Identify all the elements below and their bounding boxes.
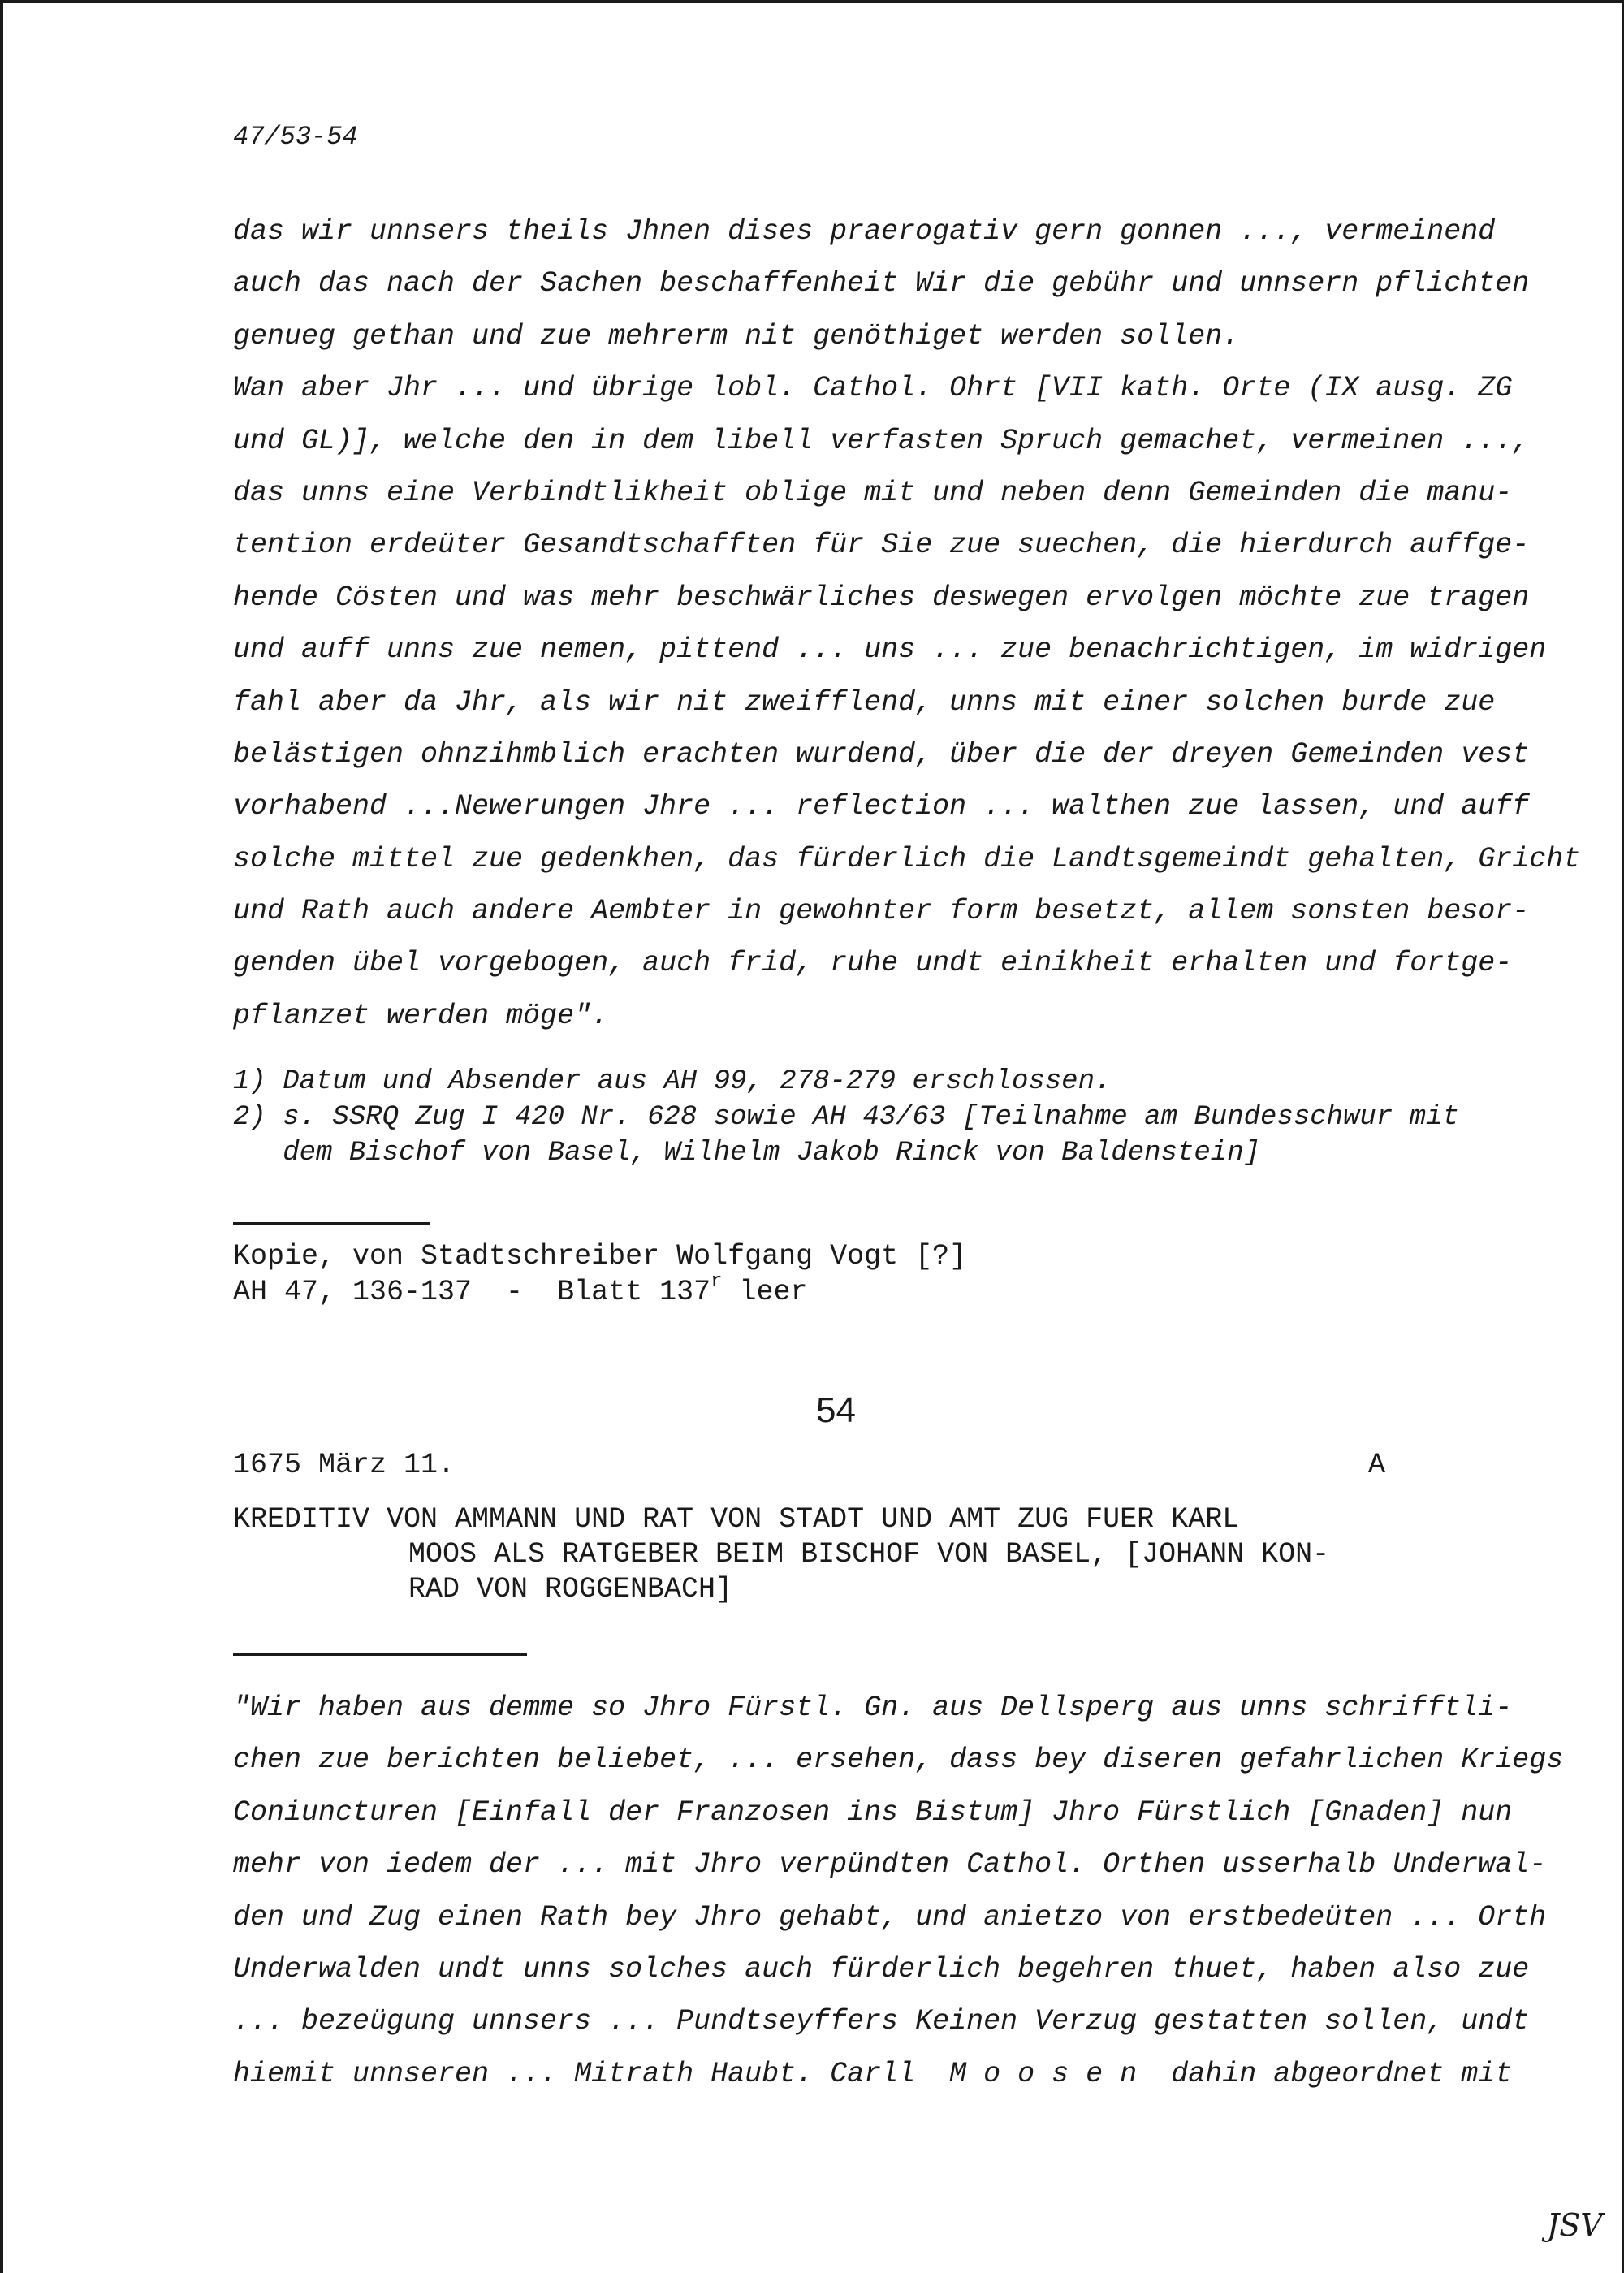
- text-line: ... bezeügung unnsers ... Pundtseyffers Keinen Verzug gestatten sollen, undt: [233, 2005, 1530, 2038]
- text-line: belästigen ohnzihmblich erachten wurdend, über die der dreyen Gemeinden vest: [233, 737, 1530, 771]
- document-heading: [233, 1502, 1329, 1607]
- recto-superscript: r: [710, 1271, 723, 1293]
- text-line: Underwalden undt unns solches auch fürderlich begehren thuet, haben also zue: [233, 1952, 1530, 1986]
- page-reference: 47/53-54: [233, 122, 358, 152]
- text-line: tention erdeüter Gesandtschafften für Sie zue suechen, die hierdurch auffge-: [233, 529, 1530, 562]
- section-divider: [233, 1222, 430, 1225]
- heading-divider: [233, 1653, 527, 1656]
- footnotes: [233, 1064, 1459, 1171]
- document-text: [233, 1682, 1563, 2100]
- source-ref: AH 47, 136-137 - Blatt 137: [233, 1276, 711, 1308]
- text-line: genden übel vorgebogen, auch frid, ruhe undt einikheit erhalten und fortge-: [233, 947, 1513, 980]
- text-line: das unns eine Verbindtlikheit oblige mit und neben denn Gemeinden die manu-: [233, 476, 1513, 509]
- heading-line: MOOS ALS RATGEBER BEIM BISCHOF VON BASEL, [JOHANN KON-: [408, 1538, 1330, 1571]
- source-line-1: Kopie, von Stadtschreiber Wolfgang Vogt [?]: [233, 1240, 967, 1273]
- text-line: hiemit unnseren ... Mitrath Haubt. Carll M o o s e n dahin abgeordnet mit: [233, 2057, 1513, 2090]
- text-line: vorhabend ...Newerungen Jhre ... reflection ... walthen zue lassen, und auff: [233, 790, 1530, 823]
- text-line: genueg gethan und zue mehrerm nit genöthiget werden sollen.: [233, 319, 1240, 352]
- text-line: pflanzet werden möge".: [233, 999, 609, 1032]
- source-note: [233, 1238, 966, 1310]
- document-letter: A: [1368, 1449, 1386, 1481]
- text-line: auch das nach der Sachen beschaffenheit Wir die gebühr und unnsern pflichten: [233, 267, 1530, 300]
- footnote-2: 2) s. SSRQ Zug I 420 Nr. 628 sowie AH 43/63 [Teilnahme am Bundesschwur mit: [233, 1102, 1459, 1133]
- document-date: 1675 März 11.: [233, 1449, 456, 1481]
- page-border-top: [0, 0, 1624, 3]
- continuation-text: [233, 205, 1580, 1042]
- text-line: Wan aber Jhr ... und übrige lobl. Cathol. Ohrt [VII kath. Orte (IX ausg. ZG: [233, 372, 1513, 405]
- text-line: fahl aber da Jhr, als wir nit zweifflend, unns mit einer solchen burde zue: [233, 685, 1496, 719]
- text-line: das wir unnsers theils Jhnen dises praerogativ gern gonnen ..., vermeinend: [233, 215, 1496, 248]
- document-number: 54: [816, 1390, 856, 1430]
- text-line: mehr von iedem der ... mit Jhro verpündten Cathol. Orthen usserhalb Underwal-: [233, 1848, 1547, 1882]
- text-line: hende Cösten und was mehr beschwärliches deswegen ervolgen möchte zue tragen: [233, 581, 1530, 614]
- text-line: und auff unns zue nemen, pittend ... uns ... zue benachrichtigen, im widrigen: [233, 633, 1547, 667]
- text-line: Coniuncturen [Einfall der Franzosen ins Bistum] Jhro Fürstlich [Gnaden] nun: [233, 1795, 1513, 1829]
- page-border-left: [0, 0, 3, 2273]
- heading-line: KREDITIV VON AMMANN UND RAT VON STADT UND AMT ZUG FUER KARL: [233, 1503, 1240, 1536]
- source-ref-tail: leer: [722, 1276, 808, 1308]
- text-line: chen zue berichten beliebet, ... ersehen, dass bey diseren gefahrlichen Kriegs: [233, 1744, 1564, 1777]
- handwritten-initials: JSV: [1547, 2207, 1603, 2243]
- heading-line: RAD VON ROGGENBACH]: [408, 1573, 733, 1605]
- text-line: den und Zug einen Rath bey Jhro gehabt, und anietzo von erstbedeüten ... Orth: [233, 1900, 1547, 1934]
- footnote-1: 1) Datum und Absender aus AH 99, 278-279 erschlossen.: [233, 1066, 1112, 1097]
- text-line: "Wir haben aus demme so Jhro Fürstl. Gn. aus Dellsperg aus unns schrifftli-: [233, 1692, 1513, 1724]
- footnote-2-continued: dem Bischof von Basel, Wilhelm Jakob Rinck von Baldenstein]: [233, 1138, 1261, 1169]
- source-line-2: [233, 1271, 966, 1310]
- text-line: und Rath auch andere Aembter in gewohnter form besetzt, allem sonsten besor-: [233, 895, 1530, 928]
- text-line: und GL)], welche den in dem libell verfasten Spruch gemachet, vermeinen ...,: [233, 424, 1530, 457]
- text-line: solche mittel zue gedenkhen, das fürderlich die Landtsgemeindt gehalten, Gricht: [233, 842, 1581, 875]
